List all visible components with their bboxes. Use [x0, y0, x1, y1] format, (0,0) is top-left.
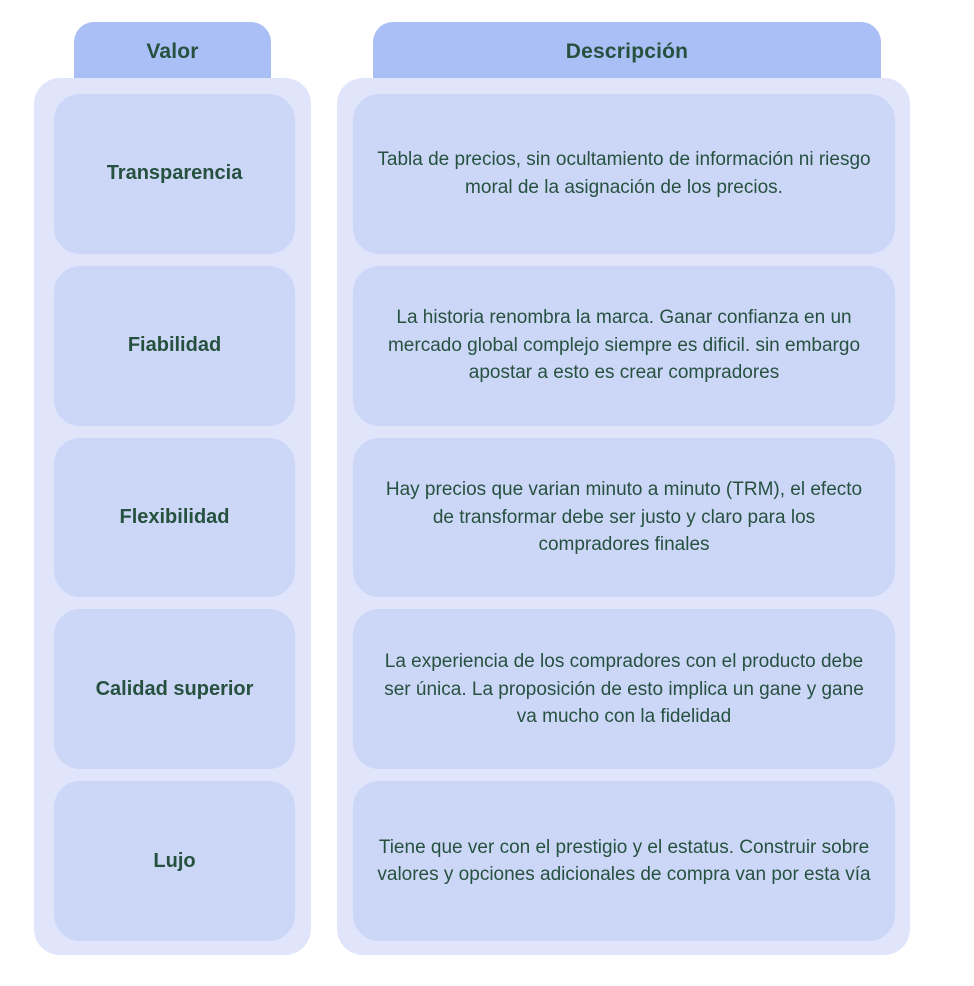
valor-cell-label: Transparencia — [106, 162, 243, 185]
valor-cell-transparencia — [54, 94, 295, 254]
valor-cell-label: Fiabilidad — [127, 334, 222, 357]
descripcion-column — [337, 78, 910, 955]
column-header-descripcion-label: Descripción — [565, 40, 689, 63]
descripcion-cell-fiabilidad — [353, 266, 895, 426]
column-header-valor-label: Valor — [146, 40, 199, 63]
descripcion-cell-calidad-superior — [353, 609, 895, 769]
column-header-valor — [74, 22, 271, 82]
valor-cell-label: Lujo — [153, 849, 196, 872]
valor-cell-label: Flexibilidad — [119, 505, 230, 528]
descripcion-cell-text: Tiene que ver con el prestigio y el estatus. Construir sobre valores y opciones adicionales de compra van por esta vía — [377, 836, 871, 886]
descripcion-cell-text: La historia renombra la marca. Ganar confianza en un mercado global complejo siempre es dificil. sin embargo apostar a esto es crear compradores — [387, 307, 861, 384]
descripcion-cell-lujo — [353, 781, 895, 941]
valor-cell-fiabilidad — [54, 266, 295, 426]
valor-cell-lujo — [54, 781, 295, 941]
descripcion-cell-transparencia — [353, 94, 895, 254]
column-header-descripcion — [373, 22, 881, 82]
descripcion-cell-text: Tabla de precios, sin ocultamiento de información ni riesgo moral de la asignación de los precios. — [377, 149, 871, 198]
valor-cell-flexibilidad — [54, 438, 295, 598]
descripcion-cell-text: Hay precios que varian minuto a minuto (TRM), el efecto de transformar debe ser justo y claro para los compradores finales — [385, 479, 863, 556]
descripcion-cell-text: La experiencia de los compradores con el producto debe ser única. La proposición de esto implica un gane y gane va mucho con la fidelidad — [384, 650, 864, 728]
valor-column — [34, 78, 311, 955]
valor-cell-calidad-superior — [54, 609, 295, 769]
descripcion-cell-flexibilidad — [353, 438, 895, 598]
valor-cell-label: Calidad superior — [95, 677, 254, 700]
